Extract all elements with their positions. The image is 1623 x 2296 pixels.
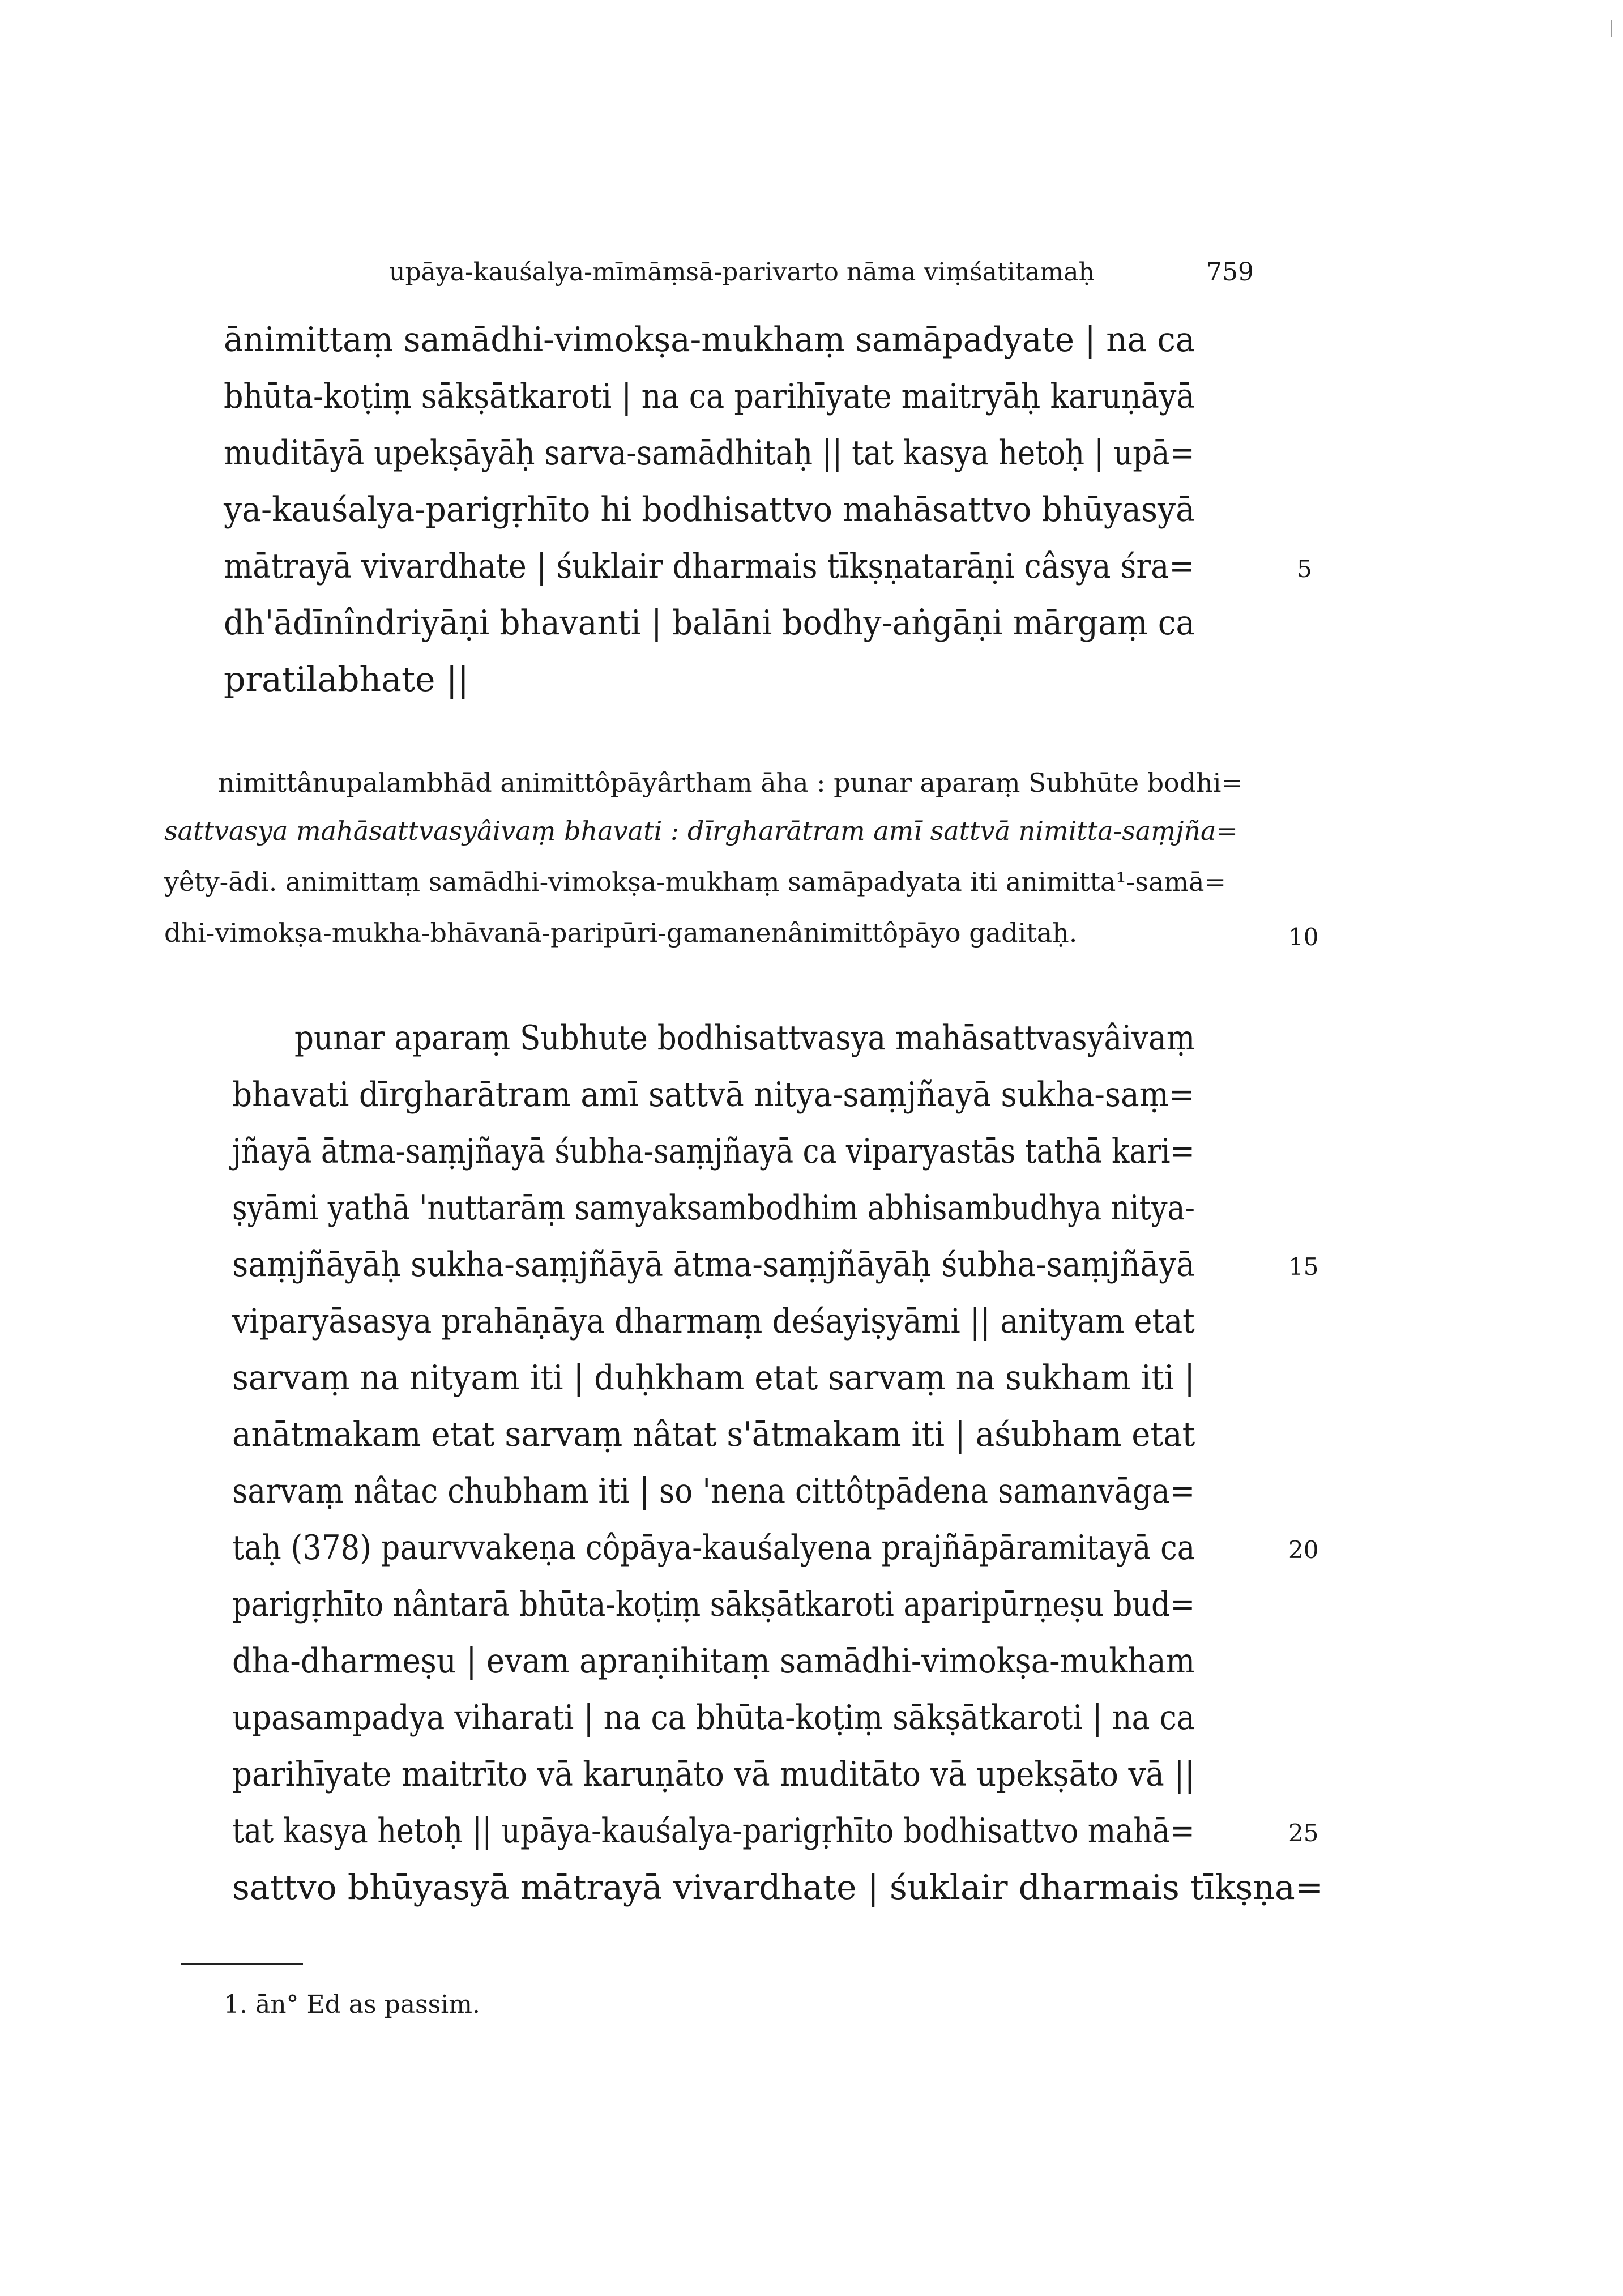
text-line: dha-dharmeṣu | evam apraṇihitaṃ samādhi-vimokṣa-mukham [232,1641,1195,1681]
text-line: sattvo bhūyasyā mātrayā vivardhate | śuklair dharmais tīkṣṇa= [232,1868,1324,1907]
commentary-line: sattvasya mahāsattvasyâivaṃ bhavati : dīrgharātram amī sattvā nimitta-saṃjña= [164,816,1238,846]
text-line: sarvaṃ nâtac chubham iti | so 'nena cittôtpādena samanvāga= [232,1471,1195,1511]
text-line: bhūta-koṭiṃ sākṣātkaroti | na ca parihīyate maitryāḥ karuṇāyā [224,377,1195,416]
page-edge-mark [1611,20,1612,37]
text-line: dh'ādīnîndriyāṇi bhavanti | balāni bodhy-aṅgāṇi mārgaṃ ca [224,603,1195,643]
text-line: ānimittaṃ samādhi-vimokṣa-mukhaṃ samāpadyate | na ca [224,320,1195,360]
line-number: 10 [1288,923,1319,951]
text-line: tat kasya hetoḥ || upāya-kauśalya-parigṛhīto bodhisattvo mahā= [232,1811,1195,1851]
running-title: upāya-kauśalya-mīmāṃsā-parivarto nāma viṃśatitamaḥ [389,258,1095,287]
text-line: muditāyā upekṣāyāḥ sarva-samādhitaḥ || tat kasya hetoḥ | upā= [224,433,1195,473]
text-line: ya-kauśalya-parigṛhīto hi bodhisattvo mahāsattvo bhūyasyā [224,490,1195,530]
line-number: 15 [1288,1253,1319,1281]
text-line: sarvaṃ na nityam iti | duḥkham etat sarvaṃ na sukham iti | [232,1358,1195,1398]
text-line: upasampadya viharati | na ca bhūta-koṭiṃ sākṣātkaroti | na ca [232,1698,1195,1738]
text-line: saṃjñāyāḥ sukha-saṃjñāyā ātma-saṃjñāyāḥ śubha-saṃjñāyā [232,1245,1195,1284]
text-line: parihīyate maitrīto vā karuṇāto vā muditāto vā upekṣāto vā || [232,1755,1195,1794]
footnote-rule [181,1963,303,1965]
text-line: punar aparaṃ Subhute bodhisattvasya mahāsattvasyâivaṃ [294,1018,1195,1058]
text-line: bhavati dīrgharātram amī sattvā nitya-saṃjñayā sukha-saṃ= [232,1075,1195,1115]
text-line: jñayā ātma-saṃjñayā śubha-saṃjñayā ca viparyastās tathā kari= [232,1132,1195,1171]
commentary-line: dhi-vimokṣa-mukha-bhāvanā-paripūri-gamanenânimittôpāyo gaditaḥ. [164,917,1078,948]
line-number: 5 [1297,555,1312,583]
text-line: taḥ (378) paurvvakeṇa côpāya-kauśalyena prajñāpāramitayā ca [232,1528,1195,1568]
text-line: viparyāsasya prahāṇāya dharmaṃ deśayiṣyāmi || anityam etat [232,1301,1195,1341]
text-line: ṣyāmi yathā 'nuttarāṃ samyaksambodhim abhisambudhya nitya- [232,1188,1195,1228]
text-line: mātrayā vivardhate | śuklair dharmais tīkṣṇatarāṇi câsya śra= [224,547,1195,586]
commentary-line: nimittânupalambhād animittôpāyârtham āha : punar aparaṃ Subhūte bodhi= [218,767,1243,798]
text-line: parigṛhīto nântarā bhūta-koṭiṃ sākṣātkaroti aparipūrṇeṣu bud= [232,1585,1195,1624]
text-line: anātmakam etat sarvaṃ nâtat s'ātmakam iti | aśubham etat [232,1415,1195,1454]
line-number: 20 [1288,1536,1319,1564]
text-line: pratilabhate || [224,660,469,699]
footnote: 1. ān° Ed as passim. [224,1990,480,2019]
page-number: 759 [1206,258,1254,287]
commentary-line: yêty-ādi. animittaṃ samādhi-vimokṣa-mukhaṃ samāpadyata iti animitta¹-samā= [164,867,1227,897]
line-number: 25 [1288,1819,1319,1847]
